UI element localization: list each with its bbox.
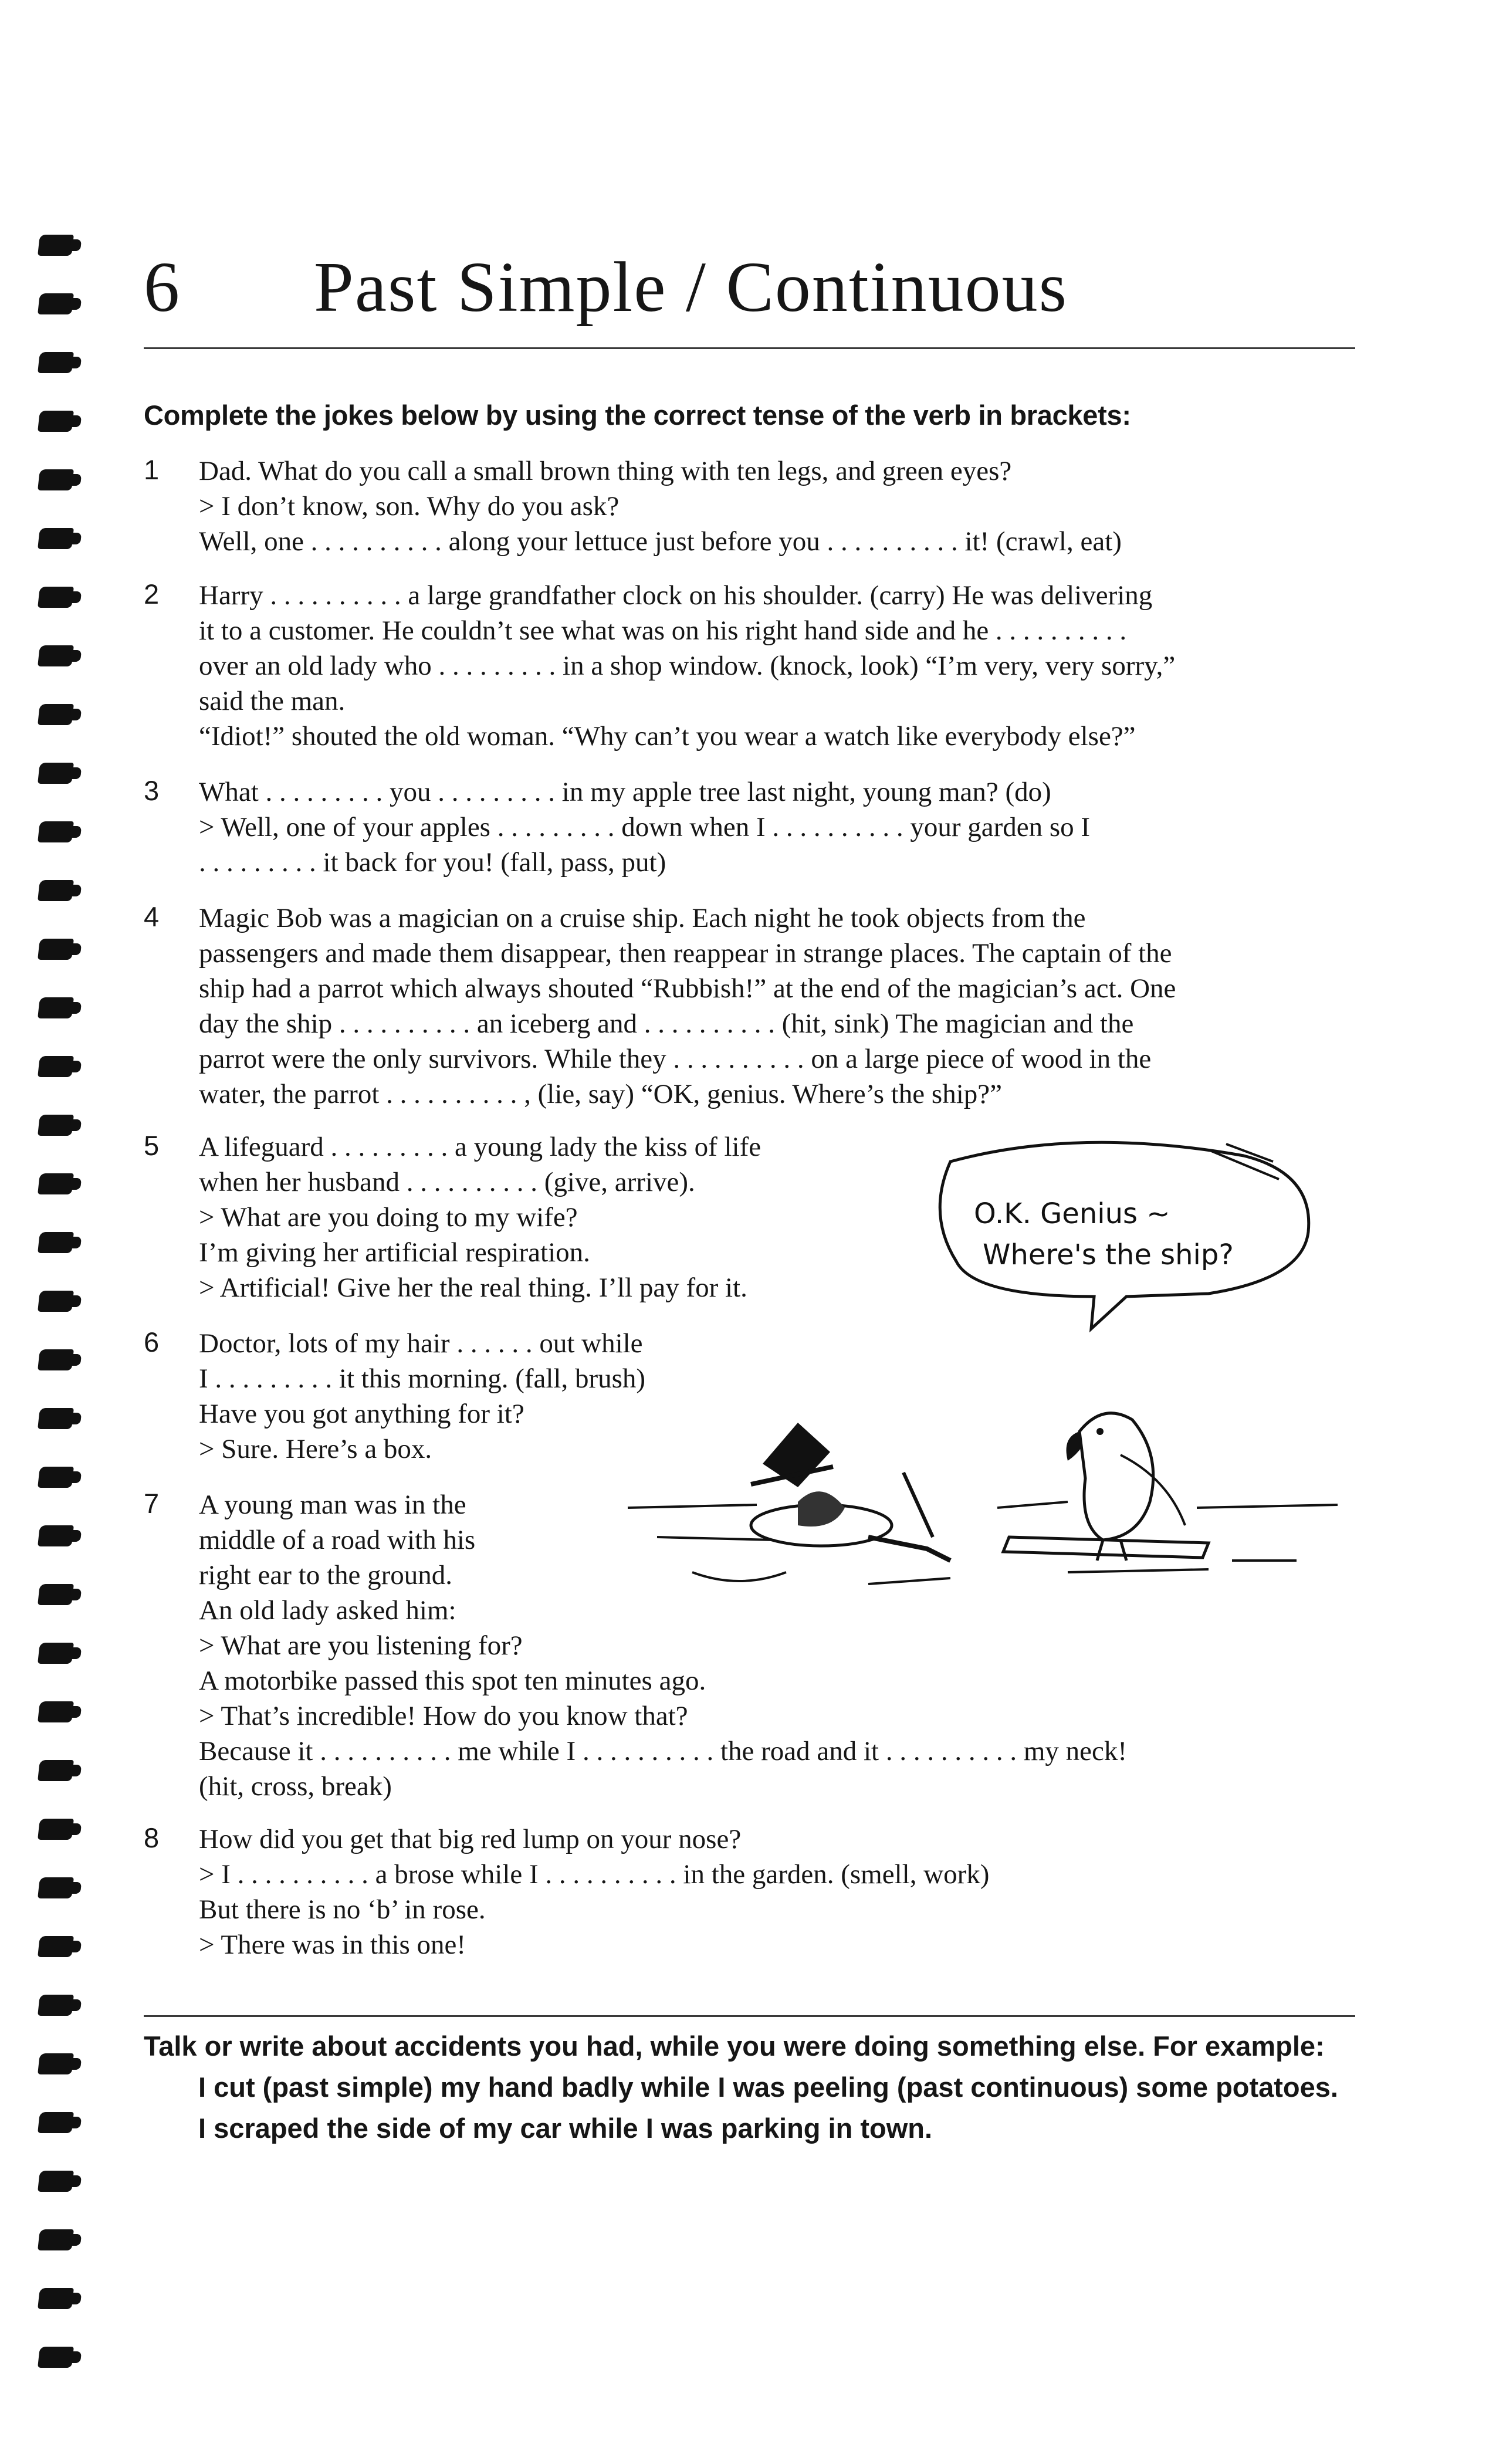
joke-line: How did you get that big red lump on your nose? (199, 1824, 742, 1854)
binding-ring (38, 1232, 74, 1253)
binding-ring (38, 1701, 74, 1722)
joke-line: Doctor, lots of my hair . . . . . . out while (199, 1328, 643, 1359)
joke-line: Well, one . . . . . . . . . . along your lettuce just before you . . . . . . . . . . it! (crawl, eat) (199, 526, 1122, 557)
joke-line: (hit, cross, break) (199, 1771, 392, 1802)
joke-line: What . . . . . . . . . you . . . . . . . . . in my apple tree last night, young man? (do) (199, 777, 1051, 807)
header-divider (144, 347, 1355, 349)
binding-ring (38, 1173, 74, 1194)
joke-number: 7 (144, 1488, 160, 1519)
joke-line: Because it . . . . . . . . . . me while I . . . . . . . . . . the road and it . . . . . . . . . . my neck! (199, 1736, 1128, 1766)
binding-ring (38, 997, 74, 1018)
binding-ring (38, 2053, 74, 2074)
joke-number: 1 (144, 454, 160, 485)
exercise-instruction: Complete the jokes below by using the correct tense of the verb in brackets: (144, 400, 1131, 431)
joke-line: when her husband . . . . . . . . . . (give, arrive). (199, 1167, 695, 1197)
binding-ring (38, 1291, 74, 1312)
page-title: Past Simple / Continuous (314, 248, 1068, 327)
joke-line: A lifeguard . . . . . . . . . a young lady the kiss of life (199, 1132, 761, 1162)
binding-ring (38, 411, 74, 432)
binding-ring (38, 2288, 74, 2309)
speech-bubble (940, 1142, 1309, 1329)
binding-ring (38, 1643, 74, 1664)
binding-ring (38, 587, 74, 608)
cartoon-illustration (622, 1126, 1355, 1637)
parrot-figure (1003, 1413, 1209, 1561)
binding-ring (38, 1760, 74, 1781)
binding-ring (38, 2229, 74, 2250)
magician-figure (751, 1423, 950, 1561)
binding-ring (38, 939, 74, 960)
joke-number: 4 (144, 901, 160, 932)
joke-line: A motorbike passed this spot ten minutes ago. (199, 1666, 706, 1696)
binding-ring (38, 1467, 74, 1488)
joke-line: A young man was in the (199, 1490, 466, 1520)
joke-line: said the man. (199, 686, 346, 716)
binding-ring (38, 1115, 74, 1136)
binding-ring (38, 1819, 74, 1840)
joke-line: right ear to the ground. (199, 1560, 453, 1590)
joke-line: Harry . . . . . . . . . . a large grandfather clock on his shoulder. (carry) He was delivering (199, 580, 1153, 611)
binding-ring (38, 352, 74, 373)
footer-divider (144, 2015, 1355, 2017)
binding-ring (38, 2347, 74, 2368)
water-lines (628, 1502, 1338, 1584)
joke-line: Magic Bob was a magician on a cruise ship. Each night he took objects from the (199, 903, 1086, 933)
binding-ring (38, 1877, 74, 1898)
binding-ring (38, 1995, 74, 2016)
binding-ring (38, 1584, 74, 1605)
joke-number: 8 (144, 1822, 160, 1853)
chapter-number: 6 (144, 248, 180, 327)
example-sentence-2: I scraped the side of my car while I was parking in town. (198, 2113, 933, 2144)
joke-line: > Sure. Here’s a box. (199, 1434, 432, 1464)
binding-ring (38, 1936, 74, 1957)
joke-line: > What are you doing to my wife? (199, 1202, 578, 1233)
joke-line: I’m giving her artificial respiration. (199, 1237, 590, 1268)
joke-number: 3 (144, 775, 160, 806)
joke-line: I . . . . . . . . . it this morning. (fall, brush) (199, 1363, 646, 1394)
joke-number: 6 (144, 1326, 160, 1358)
binding-ring (38, 2171, 74, 2192)
binding-ring (38, 645, 74, 666)
binding-ring (38, 1056, 74, 1077)
joke-line: . . . . . . . . . it back for you! (fall, pass, put) (199, 847, 666, 878)
joke-line: > Artificial! Give her the real thing. I’ll pay for it. (199, 1272, 747, 1303)
joke-line: But there is no ‘b’ in rose. (199, 1894, 486, 1925)
joke-line: > What are you listening for? (199, 1630, 523, 1661)
joke-line: middle of a road with his (199, 1525, 476, 1555)
binding-ring (38, 469, 74, 490)
binding-ring (38, 1408, 74, 1429)
joke-line: > There was in this one! (199, 1930, 466, 1960)
joke-line: > I . . . . . . . . . . a brose while I . . . . . . . . . . in the garden. (smell, work) (199, 1859, 990, 1890)
discussion-prompt: Talk or write about accidents you had, while you were doing something else. For example: (144, 2030, 1325, 2062)
joke-line: Dad. What do you call a small brown thing with ten legs, and green eyes? (199, 456, 1012, 486)
binding-ring (38, 528, 74, 549)
binding-ring (38, 880, 74, 901)
binding-ring (38, 704, 74, 725)
binding-ring (38, 293, 74, 314)
joke-line: > Well, one of your apples . . . . . . . . . down when I . . . . . . . . . . your garden so I (199, 812, 1091, 842)
joke-line: passengers and made them disappear, then reappear in strange places. The captain of the (199, 938, 1172, 969)
joke-number: 5 (144, 1130, 160, 1161)
parrot-icon (1079, 1413, 1153, 1540)
example-sentence-1: I cut (past simple) my hand badly while I was peeling (past continuous) some potatoes. (198, 2072, 1338, 2103)
joke-line: > That’s incredible! How do you know that? (199, 1701, 688, 1731)
speech-bubble-line-2: Where's the ship? (983, 1238, 1234, 1271)
joke-line: water, the parrot . . . . . . . . . . , (lie, say) “OK, genius. Where’s the ship?” (199, 1079, 1002, 1109)
binding-ring (38, 821, 74, 842)
joke-line: day the ship . . . . . . . . . . an iceberg and . . . . . . . . . . (hit, sink) The magician and the (199, 1008, 1134, 1039)
joke-line: “Idiot!” shouted the old woman. “Why can’t you wear a watch like everybody else?” (199, 721, 1136, 752)
binding-ring (38, 1349, 74, 1370)
joke-line: An old lady asked him: (199, 1595, 456, 1626)
joke-number: 2 (144, 578, 160, 610)
joke-line: over an old lady who . . . . . . . . . in a shop window. (knock, look) “I’m very, very sorry,” (199, 651, 1176, 681)
joke-line: Have you got anything for it? (199, 1399, 524, 1429)
binding-ring (38, 763, 74, 784)
joke-line: > I don’t know, son. Why do you ask? (199, 491, 620, 522)
joke-line: it to a customer. He couldn’t see what was on his right hand side and he . . . . . . . . . . (199, 615, 1127, 646)
speech-bubble-line-1: O.K. Genius ~ (974, 1197, 1170, 1230)
binding-ring (38, 235, 74, 256)
joke-line: parrot were the only survivors. While they . . . . . . . . . . on a large piece of wood in the (199, 1044, 1152, 1074)
binding-ring (38, 2112, 74, 2133)
joke-line: ship had a parrot which always shouted “Rubbish!” at the end of the magician’s act. One (199, 973, 1176, 1004)
binding-ring (38, 1525, 74, 1546)
